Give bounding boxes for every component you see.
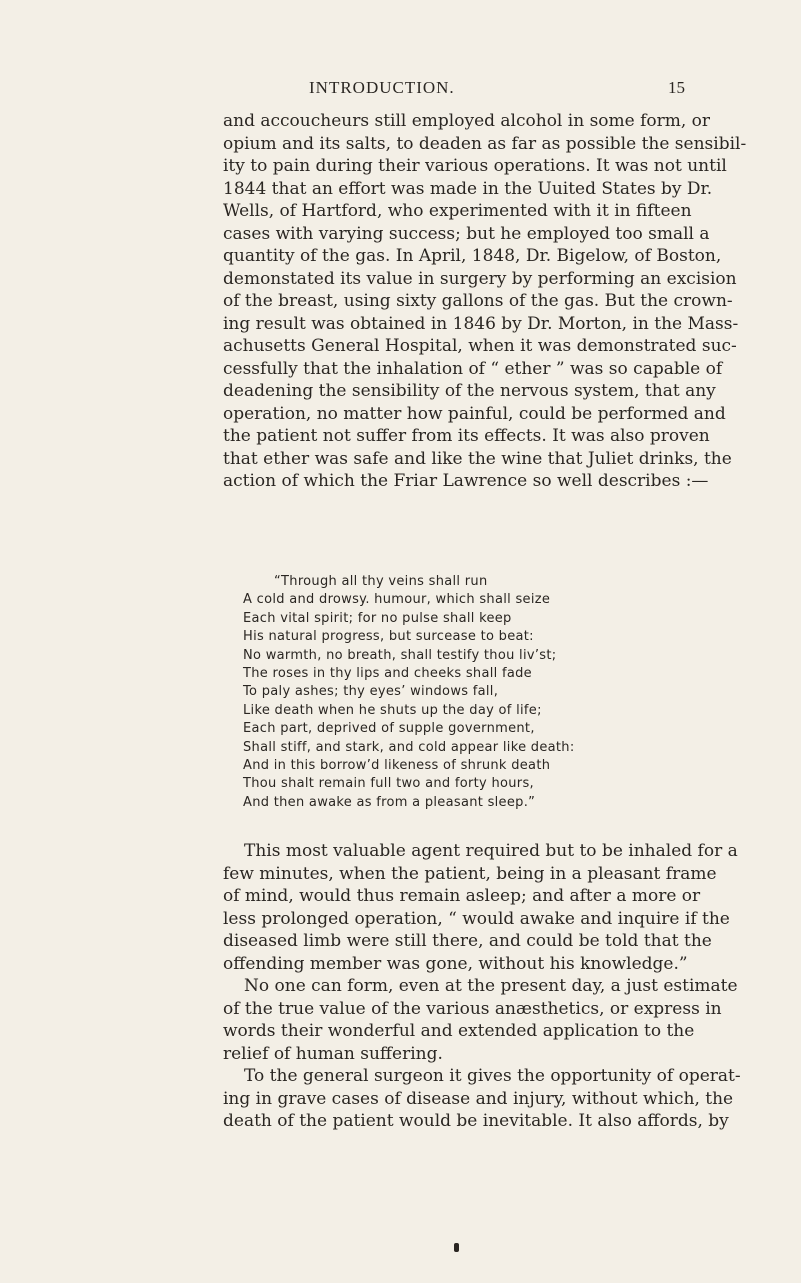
text-line: of the true value of the various anæsthetics, or express in: [223, 998, 722, 1019]
text-line: cases with varying success; but he employed too small a: [223, 223, 710, 244]
page-number: 15: [668, 78, 685, 97]
poem-line: Each vital spirit; for no pulse shall keep: [243, 610, 512, 626]
poem-line: To paly ashes; thy eyes’ windows fall,: [243, 684, 499, 700]
text-line: words their wonderful and extended application to the: [223, 1021, 695, 1041]
text-line: death of the patient would be inevitable. It also affords, by: [223, 1111, 729, 1131]
text-line: of the breast, using sixty gallons of the gas. But the crown-: [223, 291, 733, 311]
text-line: This most valuable agent required but to be inhaled for a: [244, 841, 738, 861]
page-header: [0, 78, 801, 108]
poem-line: And then awake as from a pleasant sleep.”: [243, 794, 536, 810]
text-line: No one can form, even at the present day, a just estimate: [244, 976, 738, 996]
poem-quotation: [243, 573, 673, 812]
poem-line: And in this borrow’d likeness of shrunk death: [243, 758, 551, 774]
text-line: demonstated its value in surgery by performing an excision: [223, 268, 737, 289]
running-head: INTRODUCTION.: [309, 78, 455, 97]
text-line: the patient not suffer from its effects. It was also proven: [223, 426, 710, 446]
text-line: and accoucheurs still employed alcohol in some form, or: [223, 111, 711, 131]
poem-line: A cold and drowsy. humour, which shall seize: [243, 592, 551, 608]
paragraph-continued: [223, 110, 747, 493]
text-line: ity to pain during their various operations. It was not until: [223, 156, 727, 176]
text-line: deadening the sensibility of the nervous system, that any: [223, 381, 716, 401]
text-line: of mind, would thus remain asleep; and after a more or: [223, 886, 701, 906]
poem-line: “Through all thy veins shall run: [274, 574, 488, 589]
text-line: operation, no matter how painful, could be performed and: [223, 403, 726, 424]
text-line: offending member was gone, without his knowledge.”: [223, 953, 688, 974]
text-line: 1844 that an effort was made in the Uuited States by Dr.: [223, 178, 713, 199]
text-line: ing result was obtained in 1846 by Dr. Morton, in the Mass-: [223, 313, 739, 334]
text-line: less prolonged operation, “ would awake and inquire if the: [223, 908, 730, 929]
poem-line: Shall stiff, and stark, and cold appear like death:: [243, 739, 575, 755]
text-line: Wells, of Hartford, who experimented with it in fifteen: [223, 201, 692, 221]
text-line: opium and its salts, to deaden as far as possible the sensibil-: [223, 133, 747, 154]
text-line: ing in grave cases of disease and injury, without which, the: [223, 1088, 734, 1109]
poem-line: Like death when he shuts up the day of life;: [243, 702, 542, 718]
body-text-after-poem: [223, 840, 741, 1133]
poem-line: His natural progress, but surcease to beat:: [243, 629, 534, 645]
poem-line: No warmth, no breath, shall testify thou liv’st;: [243, 647, 557, 663]
text-line: that ether was safe and like the wine that Juliet drinks, the: [223, 448, 732, 469]
text-line: relief of human suffering.: [223, 1043, 443, 1064]
text-line: diseased limb were still there, and could be told that the: [223, 931, 712, 951]
poem-line: Each part, deprived of supple government,: [243, 721, 535, 737]
text-line: cessfully that the inhalation of “ ether ” was so capable of: [223, 358, 723, 379]
text-line: To the general surgeon it gives the opportunity of operat-: [244, 1066, 741, 1086]
text-line: quantity of the gas. In April, 1848, Dr. Bigelow, of Boston,: [223, 246, 722, 266]
text-line: action of which the Friar Lawrence so well describes :—: [223, 471, 709, 491]
poem-line: Thou shalt remain full two and forty hours,: [243, 776, 534, 792]
poem-line: The roses in thy lips and cheeks shall fade: [243, 666, 532, 682]
text-line: achusetts General Hospital, when it was demonstrated suc-: [223, 336, 737, 356]
ink-mark: [454, 1243, 459, 1252]
text-line: few minutes, when the patient, being in a pleasant frame: [223, 863, 717, 884]
